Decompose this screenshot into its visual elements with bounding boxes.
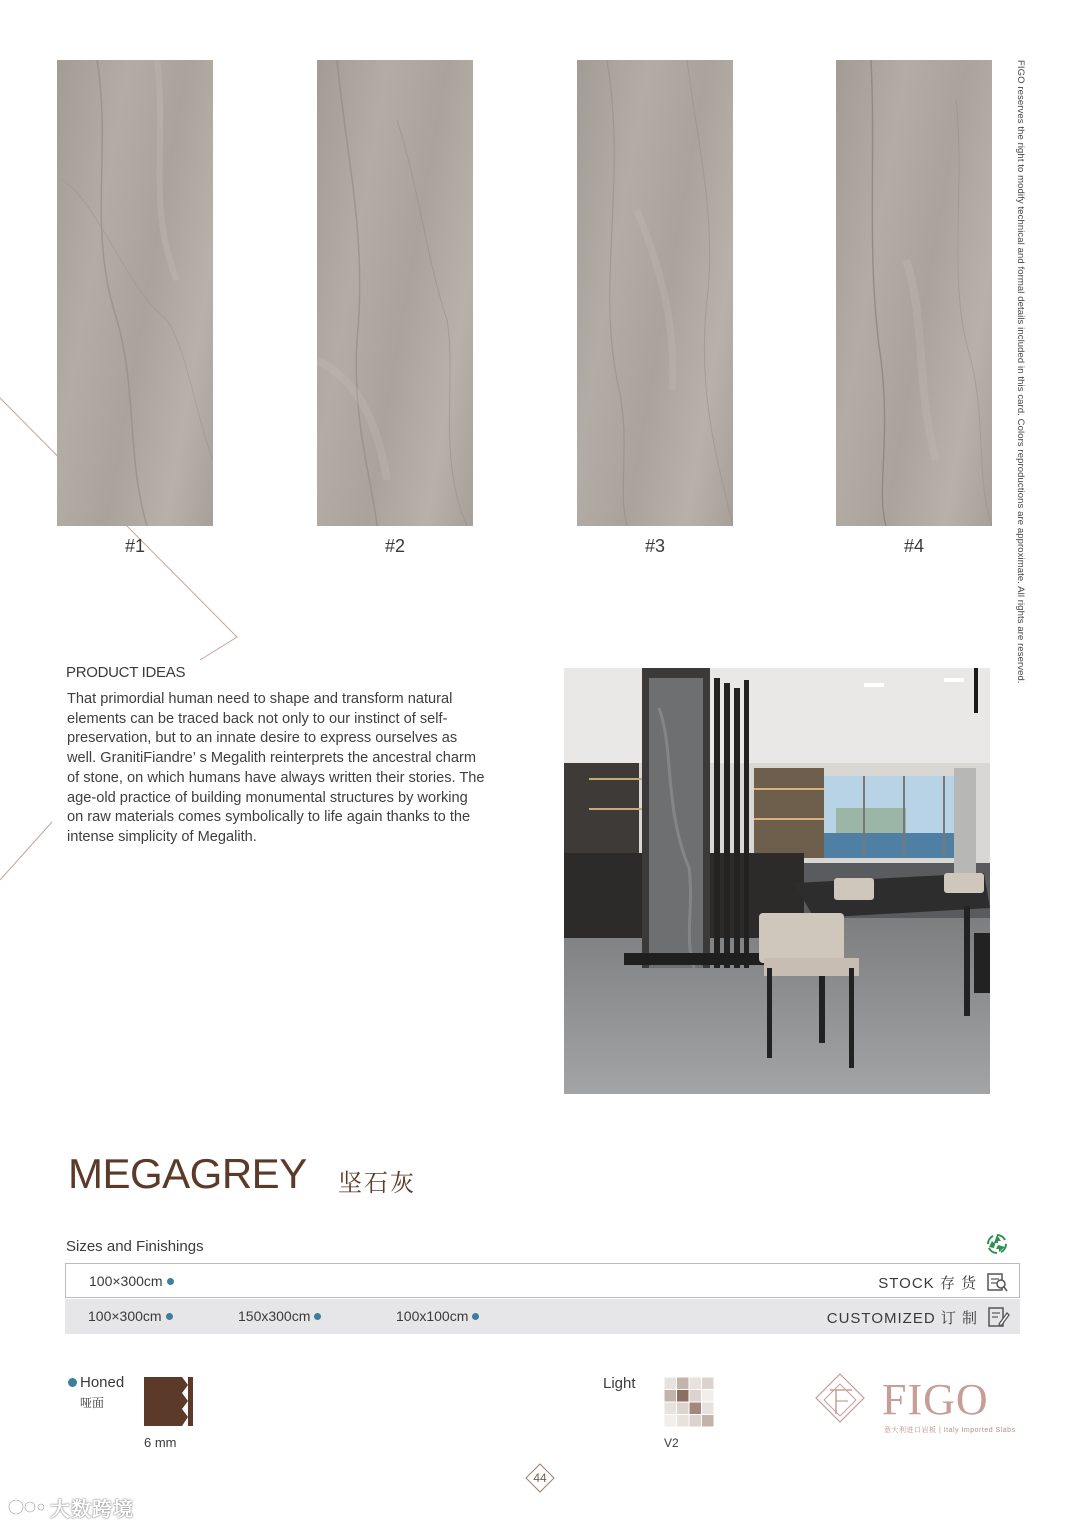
variation-code: V2 (664, 1436, 679, 1450)
slab-image-2 (317, 60, 473, 526)
stock-label: STOCK 存 货 (878, 1275, 977, 1292)
stock-row (65, 1263, 1020, 1298)
variation-icon (664, 1377, 714, 1427)
product-name: MEGAGREY (68, 1150, 307, 1197)
customized-size: 150x300cm (238, 1308, 321, 1324)
slab-image-3 (577, 60, 733, 526)
slab-image-4 (836, 60, 992, 526)
watermark-icon (6, 1496, 46, 1518)
thickness-label: 6 mm (144, 1435, 177, 1450)
interior-photo (564, 668, 990, 1094)
slab-label: #3 (644, 536, 666, 556)
disclaimer-note: FIGO reserves the right to modify technical and formal details included in this card. Colors reproductions are approximate. All rights are reserved. (1015, 60, 1026, 684)
product-ideas-title: PRODUCT IDEAS (66, 664, 186, 681)
size-dot (166, 1313, 173, 1320)
logo-text: FIGO (882, 1375, 989, 1424)
finish-name-cn: 哑面 (80, 1396, 105, 1410)
slab-label: #1 (124, 536, 146, 556)
customized-icon (986, 1304, 1010, 1328)
customized-label: CUSTOMIZED 订 制 (826, 1310, 978, 1327)
watermark-text: 大数跨境 (50, 1499, 134, 1521)
finish-dot (68, 1378, 77, 1387)
size-dot (167, 1278, 174, 1285)
slab-label: #2 (384, 536, 406, 556)
product-name-cn: 坚石灰 (338, 1170, 416, 1197)
page-number: 44 (533, 1471, 547, 1485)
variation-label: Light (603, 1375, 636, 1392)
thickness-icon (144, 1377, 193, 1426)
stock-icon (985, 1269, 1009, 1293)
size-dot (472, 1313, 479, 1320)
slab-image-1 (57, 60, 213, 526)
recycle-icon (985, 1232, 1009, 1256)
sizes-title: Sizes and Finishings (66, 1238, 204, 1255)
size-dot (314, 1313, 321, 1320)
customized-row (65, 1299, 1020, 1334)
logo-subtitle: 意大利进口岩板 | Italy Imported Slabs (884, 1427, 1016, 1434)
product-ideas-text: That primordial human need to shape and transform natural elements can be traced back not only to our instinct of self-preservation, but to an innate desire to express ourselves as well. GranitiFiandre’ s Megalith reinterprets the ancestral charm of stone, on which humans have always written their stories. The age-old practice of building monumental structures by working on raw materials comes symbolically to life again thanks to the intense simplicity of Megalith. (67, 691, 485, 845)
customized-size: 100x100cm (396, 1308, 479, 1324)
customized-size: 100×300cm (88, 1308, 173, 1324)
finish-name: Honed (80, 1374, 125, 1391)
stock-size: 100×300cm (89, 1273, 174, 1289)
slab-label: #4 (903, 536, 925, 556)
